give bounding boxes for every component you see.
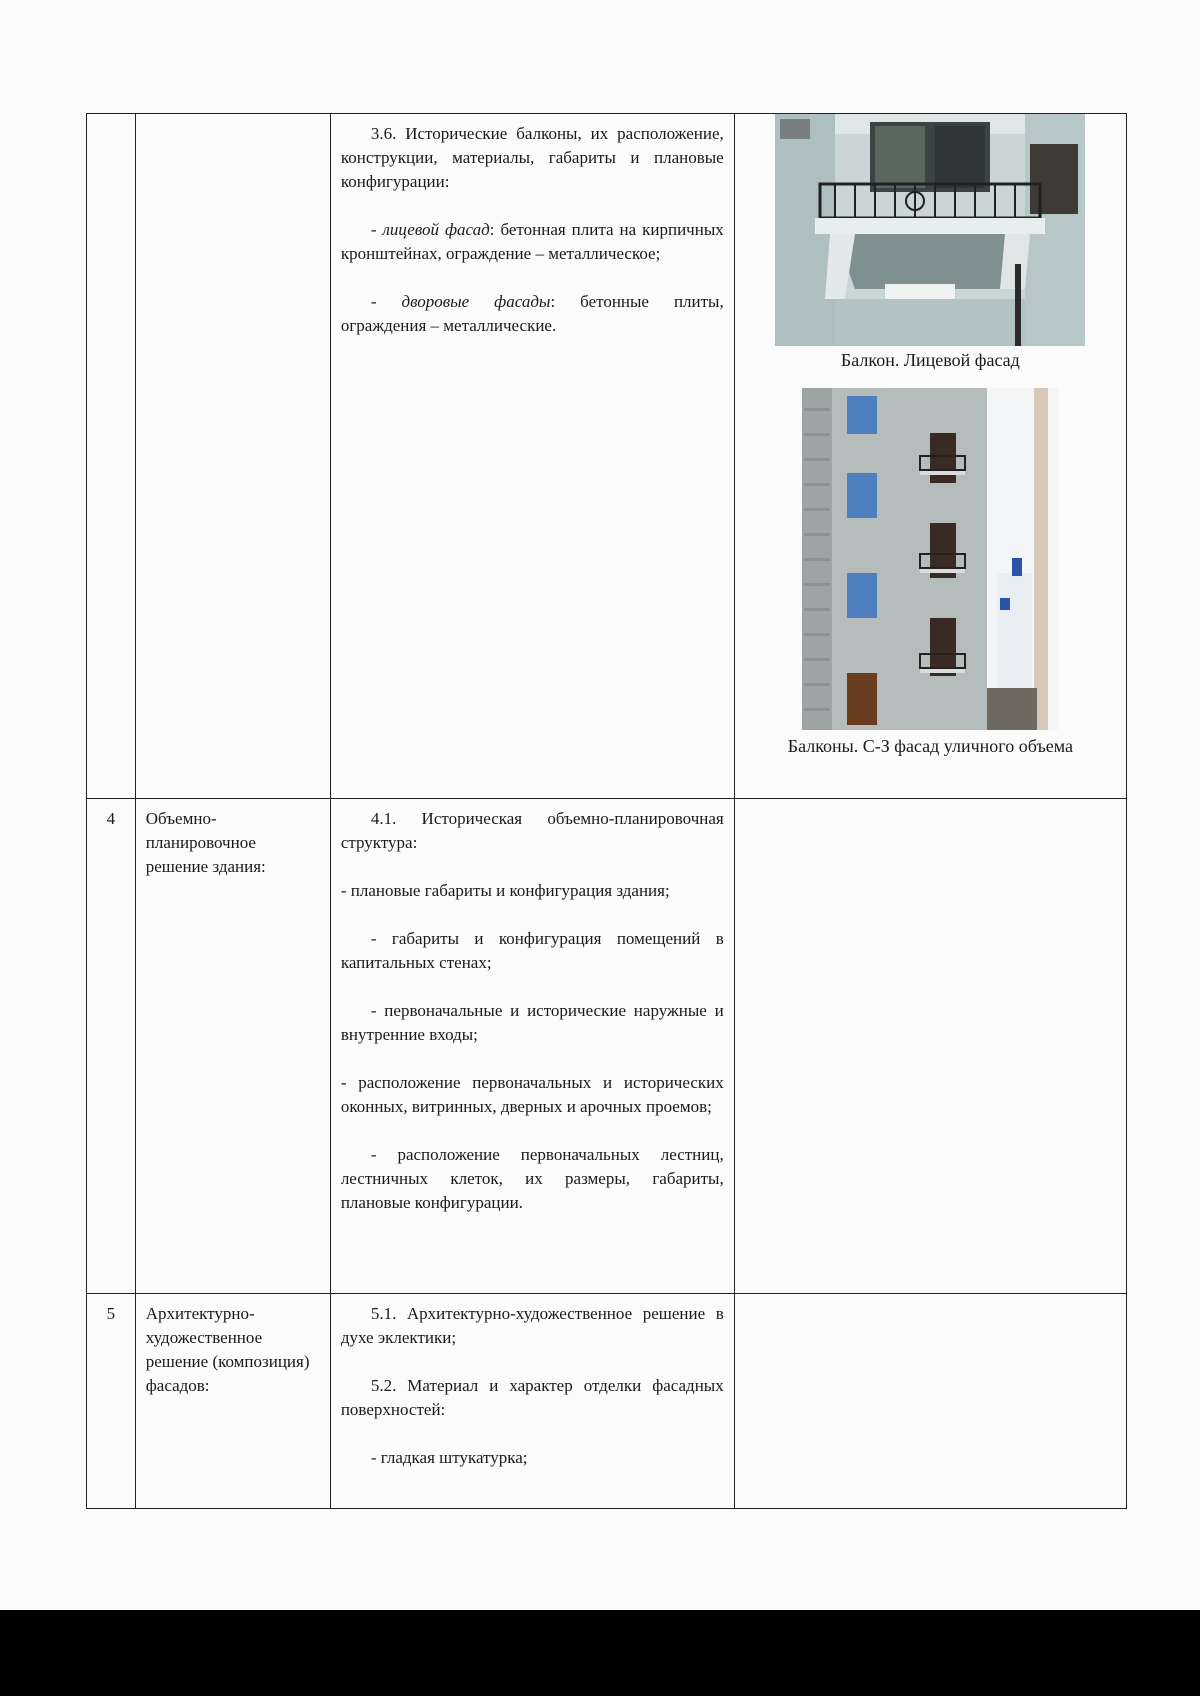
table-row: [87, 1294, 1127, 1509]
paragraph: - габариты и конфигурация помещений в капитальных стенах;: [340, 929, 724, 972]
row-number: 4: [87, 799, 136, 1294]
photo-caption: Балкон. Лицевой фасад: [840, 350, 1020, 370]
paragraph: 3.6. Исторические балконы, их расположение, конструкции, материалы, габариты и плановые конфигурации:: [340, 124, 724, 191]
front-facade-text: : бетонная плита на кирпичных кронштейнах, ограждение – металлическое;: [340, 220, 724, 263]
row-photos: [734, 114, 1126, 799]
scan-border: [0, 1610, 1200, 1696]
front-facade-label: лицевой фасад: [382, 220, 490, 239]
paragraph: 5.2. Материал и характер отделки фасадных поверхностей:: [340, 1376, 724, 1419]
paragraph: 4.1. Историческая объемно-планировочная структура:: [340, 809, 724, 852]
row-title: Архитектурно-художественное решение (композиция) фасадов:: [135, 1294, 330, 1509]
protected-features-table: [86, 113, 1127, 1509]
row-photos: [734, 799, 1126, 1294]
paragraph: - гладкая штукатурка;: [370, 1448, 528, 1467]
paragraph-front-facade: - лицевой фасад: бетонная плита на кирпичных кронштейнах, ограждение – металлическое;: [340, 220, 724, 263]
paragraph-yard-facades: - дворовые фасады: бетонные плиты, ограждения – металлические.: [340, 292, 724, 335]
paragraph: - расположение первоначальных и исторических оконных, витринных, дверных и арочных проемов;: [340, 1073, 724, 1116]
balcony-front-facade-photo: [775, 114, 1085, 346]
table-row: [87, 114, 1127, 799]
row-title: Объемно-планировочное решение здания:: [135, 799, 330, 1294]
row-number: 5: [87, 1294, 136, 1509]
table-row: [87, 799, 1127, 1294]
paragraph: - плановые габариты и конфигурация здания;: [340, 881, 670, 900]
paragraph: - расположение первоначальных лестниц, лестничных клеток, их размеры, габариты, плановые конфигурации.: [340, 1145, 724, 1212]
row-description: [330, 1294, 734, 1509]
row-photos: [734, 1294, 1126, 1509]
yard-facades-text: : бетонные плиты, ограждения – металлические.: [340, 292, 724, 335]
row-description: [330, 114, 734, 799]
paragraph: 5.1. Архитектурно-художественное решение в духе эклектики;: [340, 1304, 724, 1347]
yard-facades-label: дворовые фасады: [401, 292, 551, 311]
row-number: [87, 114, 136, 799]
paragraph: - первоначальные и исторические наружные и внутренние входы;: [340, 1001, 724, 1044]
photo-caption: Балконы. С-З фасад уличного объема: [787, 736, 1073, 756]
balconies-nw-facade-photo: [802, 388, 1058, 730]
row-description: [330, 799, 734, 1294]
row-title: [135, 114, 330, 799]
